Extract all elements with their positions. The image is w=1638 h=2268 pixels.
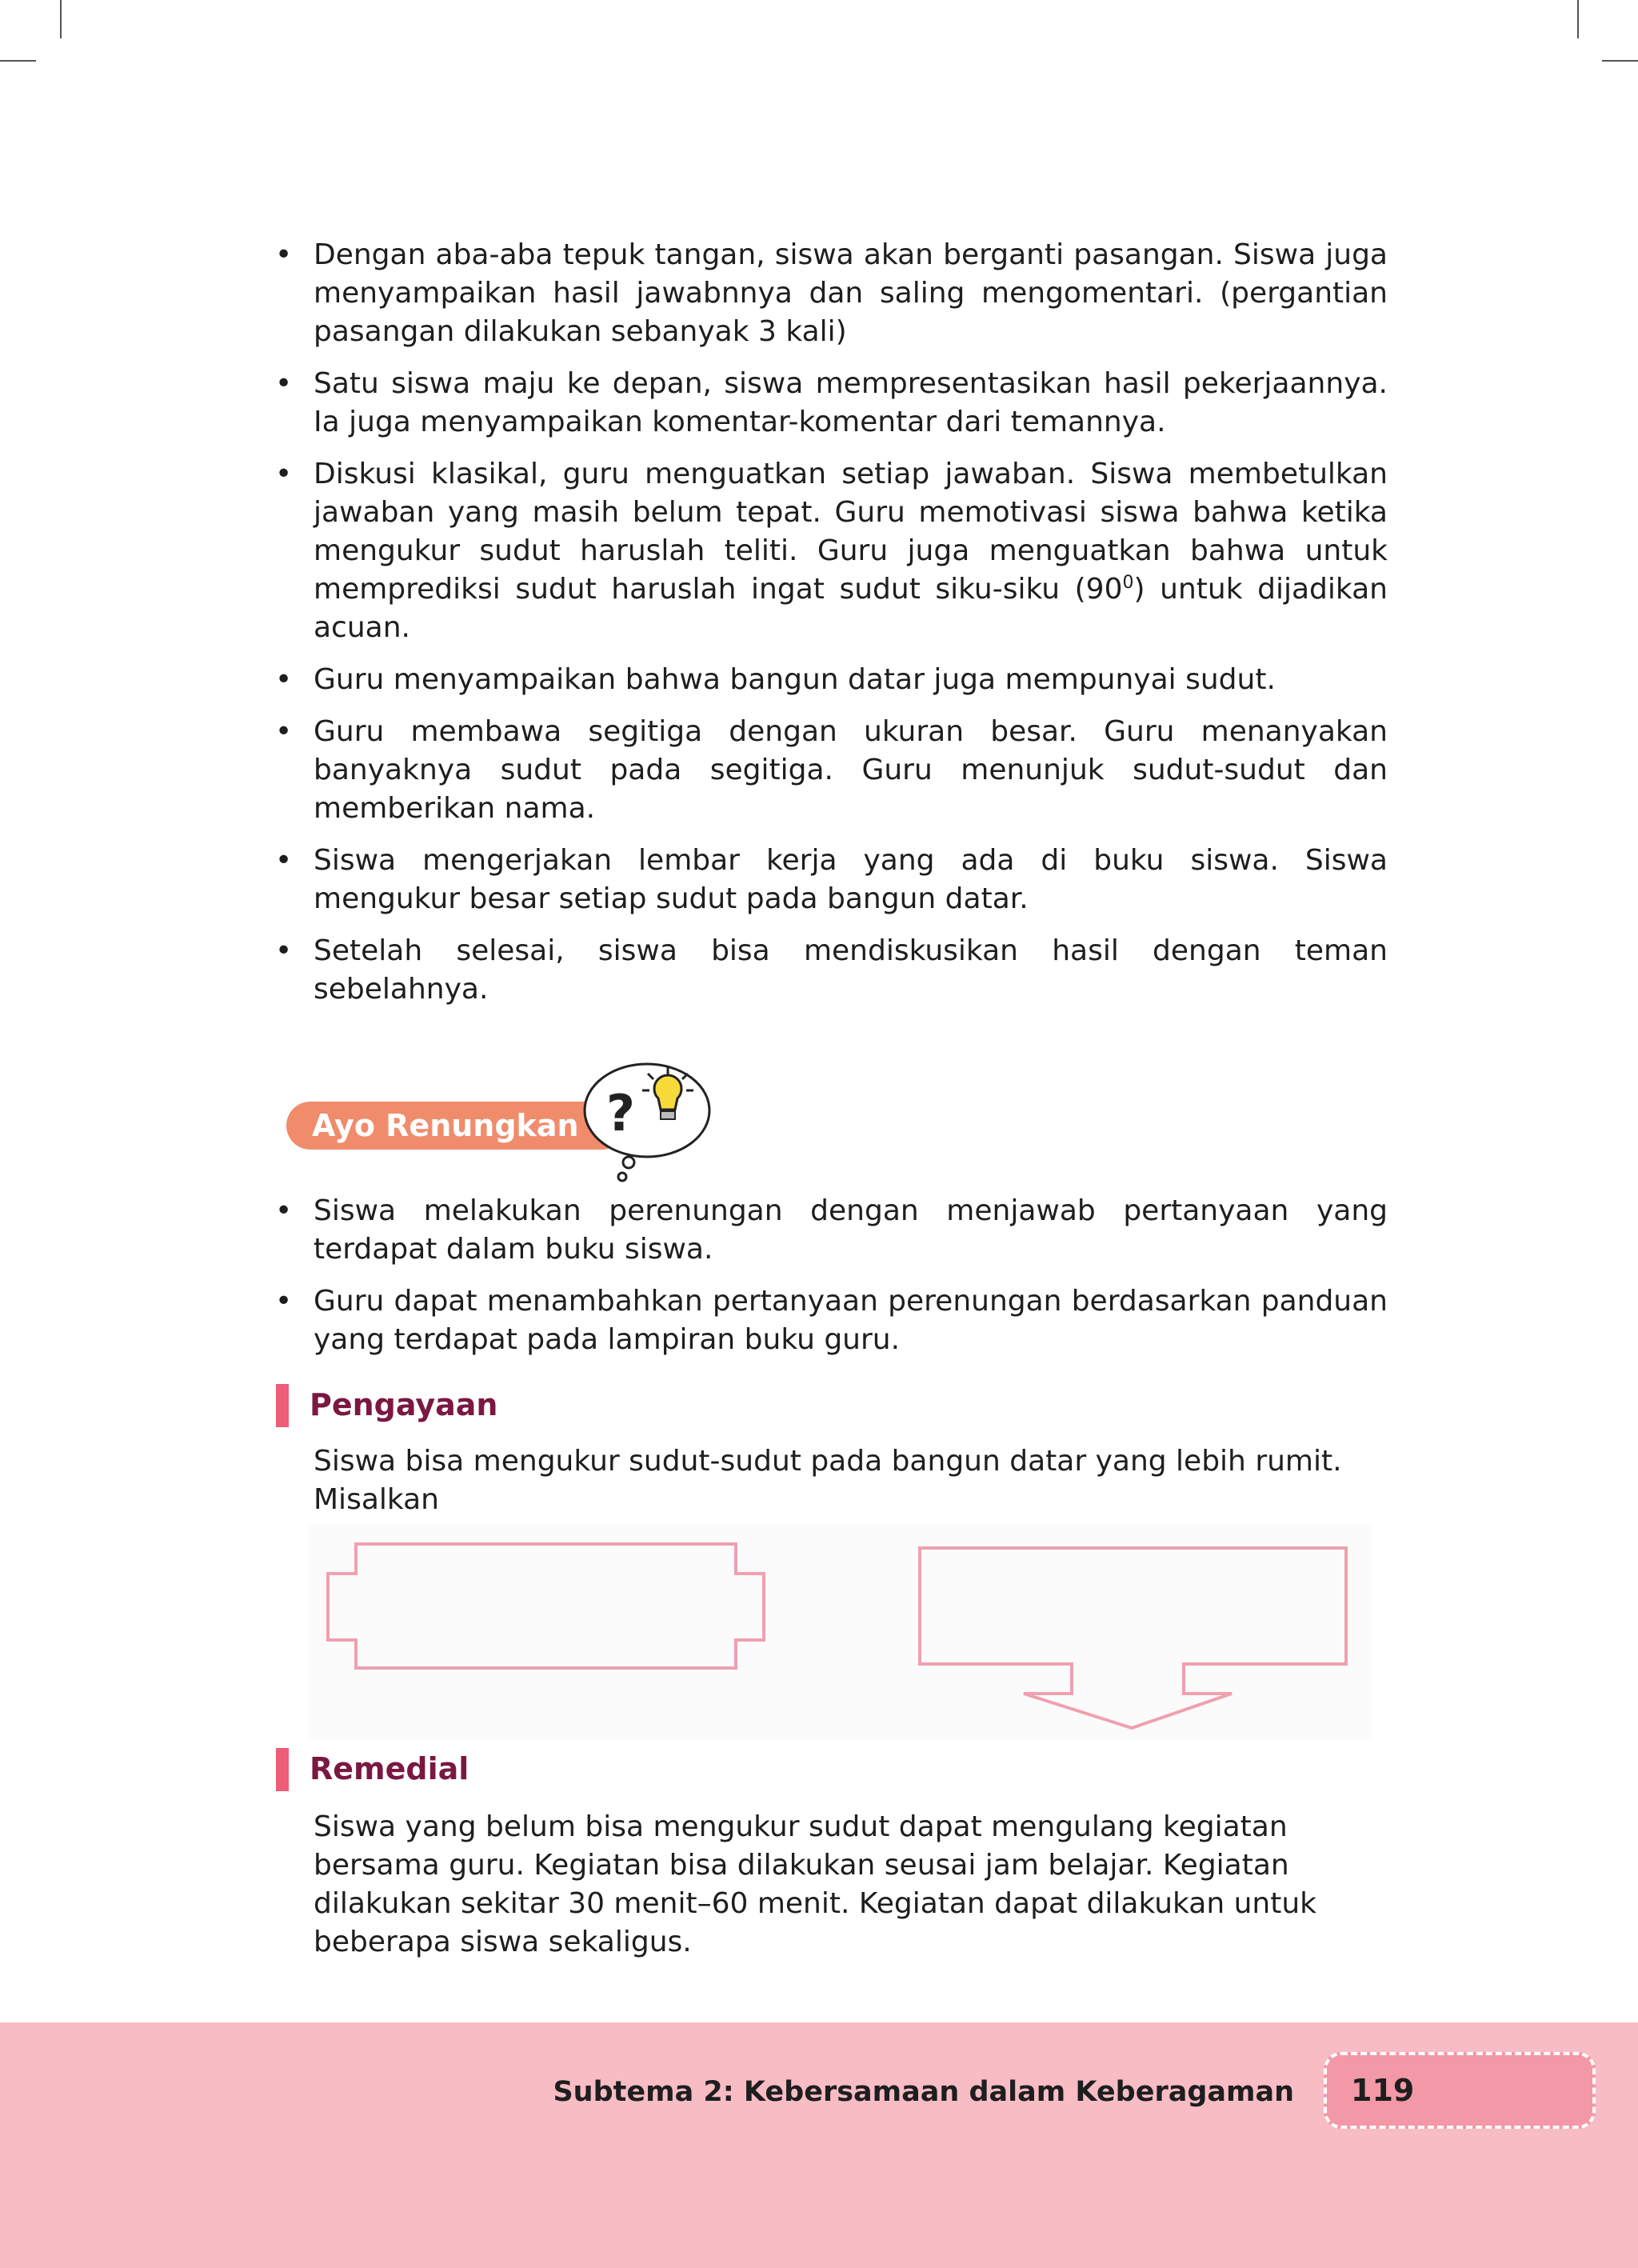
list-item: • Setelah selesai, siswa bisa mendiskusikan hasil dengan teman sebelahnya. xyxy=(272,932,1388,1009)
crop-mark xyxy=(0,60,36,62)
list-item: • Siswa mengerjakan lembar kerja yang ada di buku siswa. Siswa mengukur besar setiap sudut pada bangun datar. xyxy=(272,842,1388,918)
bullet-icon: • xyxy=(275,715,293,748)
list-item: • Guru membawa segitiga dengan ukuran besar. Guru menanyakan banyaknya sudut pada segitiga. Guru menunjuk sudut-sudut dan memberikan nama. xyxy=(272,713,1388,828)
bullet-icon: • xyxy=(275,238,293,271)
pengayaan-text: Siswa bisa mengukur sudut-sudut pada bangun datar yang lebih rumit. Misalkan xyxy=(314,1445,1342,1516)
list-item: • Satu siswa maju ke depan, siswa mempresentasikan hasil pekerjaannya. Ia juga menyampaikan komentar-komentar dari temannya. xyxy=(272,365,1388,442)
polygon-illustration xyxy=(308,1524,1372,1740)
bullet-icon: • xyxy=(275,458,293,490)
bullet-icon: • xyxy=(275,367,293,400)
crop-mark xyxy=(1602,60,1638,62)
polygon-shape-left xyxy=(328,1544,764,1668)
reflection-list xyxy=(272,1192,1388,1373)
crop-mark xyxy=(1577,0,1579,38)
page-number-box xyxy=(1324,2052,1596,2129)
ayo-renungkan-label: Ayo Renungkan xyxy=(286,1102,626,1150)
list-item: • Dengan aba-aba tepuk tangan, siswa akan berganti pasangan. Siswa juga menyampaikan hasil jawabnnya dan saling mengomentari. (pergantian pasangan dilakukan sebanyak 3 kali) xyxy=(272,236,1388,351)
bullet-icon: • xyxy=(275,1285,293,1318)
subtema-title: Subtema 2: Kebersamaan dalam Keberagaman xyxy=(553,2076,1294,2108)
list-item: • Guru menyampaikan bahwa bangun datar juga mempunyai sudut. xyxy=(272,661,1388,699)
page-footer xyxy=(0,2022,1638,2268)
remedial-text: Siswa yang belum bisa mengukur sudut dapat mengulang kegiatan bersama guru. Kegiatan bisa dilakukan seusai jam belajar. Kegiatan dilakukan sekitar 30 menit–60 menit. Kegiatan dapat dilakukan untuk beberapa siswa sekaligus. xyxy=(314,1810,1316,1958)
bullet-icon: • xyxy=(275,934,293,967)
bullet-icon: • xyxy=(275,1194,293,1227)
question-mark-text: ? xyxy=(606,1084,635,1142)
crop-mark xyxy=(60,0,62,38)
page-number: 119 xyxy=(1351,2073,1415,2108)
ayo-renungkan-banner xyxy=(270,1050,718,1188)
list-item: • Diskusi klasikal, guru menguatkan setiap jawaban. Siswa membetulkan jawaban yang masih belum tepat. Guru memotivasi siswa bahwa ketika mengukur sudut haruslah teliti. Guru juga menguatkan bahwa untuk memprediksi sudut haruslah ingat sudut siku-siku $(90^0)$ untuk dijadikan acuan. xyxy=(272,455,1388,647)
activity-steps xyxy=(272,236,1388,1022)
bullet-icon: • xyxy=(275,844,293,877)
complex-polygons xyxy=(308,1524,1372,1740)
bullet-icon: • xyxy=(275,663,293,696)
thought-bubble-lightbulb-icon xyxy=(573,1050,717,1188)
section-accent-bar xyxy=(276,1384,289,1427)
list-item: • Guru dapat menambahkan pertanyaan perenungan berdasarkan panduan yang terdapat pada lampiran buku guru. xyxy=(272,1282,1388,1359)
list-item: • Siswa melakukan perenungan dengan menjawab pertanyaan yang terdapat dalam buku siswa. xyxy=(272,1192,1388,1269)
remedial-title: Remedial xyxy=(310,1751,469,1786)
pengayaan-title: Pengayaan xyxy=(310,1387,498,1422)
section-accent-bar xyxy=(276,1748,289,1791)
polygon-shape-arrow xyxy=(920,1548,1346,1728)
